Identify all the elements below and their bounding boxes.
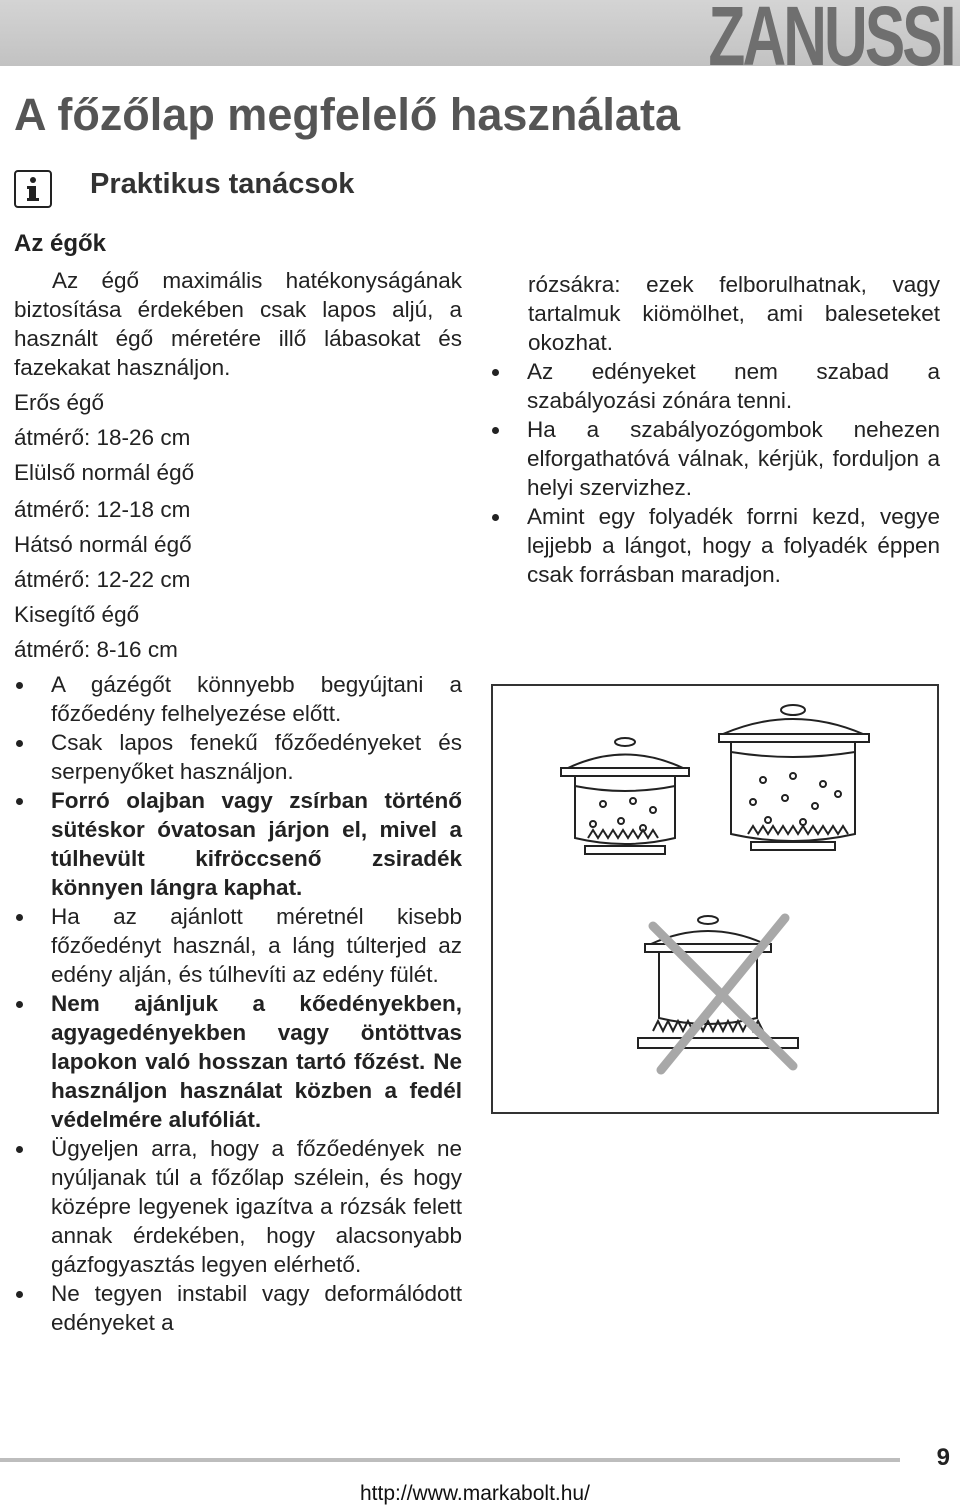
list-item: Ügyeljen arra, hogy a főzőedények ne nyúljanak túl a főzőlap szélein, és hogy középre legyenek igazítva a rózsák felett annak érdekében, hogy alacsonyabb gázfogyasztás legyen elérhető. (14, 1134, 462, 1279)
brand-logo: ZANUSSI (708, 0, 954, 83)
info-icon (14, 170, 52, 208)
intro-paragraph: Az égő maximális hatékonyságának biztosítása érdekében csak lapos aljú, a használt égő méretére illő lábasokat és fazekakat használjon. (14, 268, 462, 380)
page-title: A főzőlap megfelelő használata (14, 89, 680, 140)
burner-diameter: átmérő: 12-18 cm (14, 497, 191, 522)
list-item: A gázégőt könnyebb begyújtani a főzőedény felhelyezése előtt. (14, 670, 462, 728)
list-item: Csak lapos fenekű főzőedényeket és serpenyőket használjon. (14, 728, 462, 786)
burner-list (14, 388, 462, 664)
list-item: Ha a szabályozógombok nehezen elforgathatóvá válnak, kérjük, forduljon a helyi szervizhez. (490, 415, 940, 502)
burner-diameter: átmérő: 8-16 cm (14, 637, 178, 662)
pot-illustration (493, 686, 937, 1112)
burner-diameter: átmérő: 12-22 cm (14, 567, 191, 592)
list-item: Ha az ajánlott méretnél kisebb főzőedényt használ, a láng túlterjed az edény alján, és túlhevíti az edény fülét. (14, 902, 462, 989)
pot-illustration-figure (491, 684, 939, 1114)
burner-name: Erős égő (14, 390, 105, 415)
small-pot-on-burner (561, 738, 689, 854)
right-column (490, 270, 940, 589)
left-column (14, 266, 462, 1337)
list-item: Forró olajban vagy zsírban történő sütéskor óvatosan járjon el, mivel a túlhevült kifröccsenő zsiradék könnyen lángra kaphat. (14, 786, 462, 902)
continuation-paragraph: rózsákra: ezek felborulhatnak, vagy tartalmuk kiömölhet, ami baleseteket okozhat. (528, 272, 940, 355)
list-item: Az edényeket nem szabad a szabályozási zónára tenni. (490, 357, 940, 415)
section-title: Praktikus tanácsok (90, 168, 355, 200)
burner-name: Elülső normál égő (14, 460, 195, 485)
list-item: Ne tegyen instabil vagy deformálódott edényeket a (14, 1279, 462, 1337)
footer-divider (0, 1458, 900, 1462)
burner-name: Kisegítő égő (14, 602, 140, 627)
page-number: 9 (936, 1444, 950, 1471)
tips-list-left (14, 670, 462, 1337)
footer-link[interactable]: http://www.markabolt.hu/ (360, 1482, 590, 1505)
list-item: Nem ajánljuk a kőedényekben, agyagedényekben vagy öntöttvas lapokon való hosszan tartó főzést. Ne használjon használat közben a fedél védelmére alufóliát. (14, 989, 462, 1134)
burner-name: Hátsó normál égő (14, 532, 192, 557)
burner-diameter: átmérő: 18-26 cm (14, 425, 191, 450)
header-bar (0, 0, 960, 83)
large-pot-on-burner (719, 705, 869, 850)
tips-list-right (490, 357, 940, 589)
subsection-title: Az égők (14, 230, 107, 257)
list-item: Amint egy folyadék forrni kezd, vegye lejjebb a lángot, hogy a folyadék éppen csak forrásban maradjon. (490, 502, 940, 589)
